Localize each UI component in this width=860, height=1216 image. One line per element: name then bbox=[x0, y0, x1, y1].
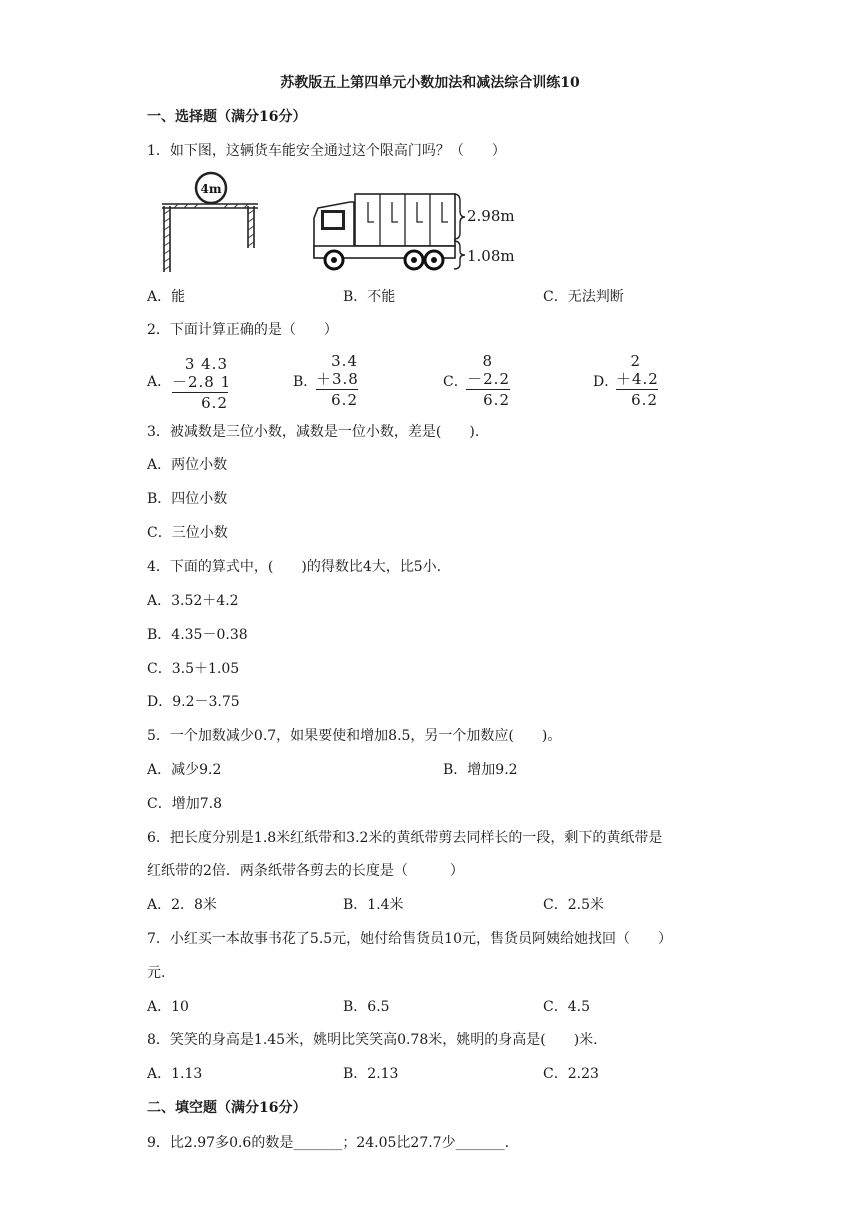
page-title: 苏教版五上第四单元小数加法和减法综合训练10 bbox=[280, 75, 580, 91]
q4-option-c[interactable]: C．3.5＋1.05 bbox=[147, 661, 240, 677]
height-limit-gate-figure bbox=[150, 170, 270, 275]
calc-bottom: ＋4.2 bbox=[616, 370, 659, 388]
q2-option-a-label[interactable]: A． bbox=[147, 374, 172, 390]
q8-option-a[interactable]: A．1.13 bbox=[147, 1066, 203, 1082]
calc-line bbox=[316, 389, 358, 390]
question-7-text-line2: 元. bbox=[147, 965, 166, 981]
q8-option-b[interactable]: B．2.13 bbox=[343, 1066, 399, 1082]
q3-option-a[interactable]: A．两位小数 bbox=[147, 457, 228, 473]
q2-option-d-calc bbox=[616, 352, 658, 409]
q4-option-d[interactable]: D．9.2－3.75 bbox=[147, 694, 240, 710]
gate-height-label: 4m bbox=[200, 182, 222, 196]
calc-result: 6.2 bbox=[631, 391, 658, 409]
q5-option-a[interactable]: A．减少9.2 bbox=[147, 762, 222, 778]
q5-option-c[interactable]: C．增加7.8 bbox=[147, 796, 222, 812]
question-8-text: 8．笑笑的身高是1.45米，姚明比笑笑高0.78米，姚明的身高是( )米. bbox=[147, 1032, 598, 1048]
calc-line bbox=[466, 389, 510, 390]
q4-option-b[interactable]: B．4.35－0.38 bbox=[147, 627, 248, 643]
question-6-text-line1: 6．把长度分别是1.8米红纸带和3.2米的黄纸带剪去同样长的一段，剩下的黄纸带是 bbox=[147, 830, 663, 846]
question-2-text: 2．下面计算正确的是（ ） bbox=[147, 322, 338, 338]
calc-top: 3.4 bbox=[331, 352, 358, 370]
calc-top: 8 bbox=[482, 352, 493, 370]
calc-result: 6.2 bbox=[483, 391, 510, 409]
calc-line bbox=[172, 392, 228, 393]
calc-top: 2 bbox=[630, 352, 641, 370]
q7-option-b[interactable]: B．6.5 bbox=[343, 999, 390, 1015]
q1-option-b[interactable]: B．不能 bbox=[343, 289, 396, 305]
q5-option-b[interactable]: B．增加9.2 bbox=[443, 762, 518, 778]
section-heading-choice: 一、选择题（满分16分） bbox=[147, 109, 307, 125]
q6-option-a[interactable]: A．2．8米 bbox=[147, 897, 217, 913]
q1-option-c[interactable]: C．无法判断 bbox=[543, 289, 624, 305]
calc-bottom: ＋3.8 bbox=[316, 370, 359, 388]
q1-option-a[interactable]: A．能 bbox=[147, 289, 186, 305]
q2-option-a-calc bbox=[172, 355, 232, 412]
q4-option-a[interactable]: A．3.52＋4.2 bbox=[147, 593, 239, 609]
q7-option-a[interactable]: A．10 bbox=[147, 999, 189, 1015]
q2-option-d-label[interactable]: D． bbox=[593, 374, 619, 390]
dimension-braces bbox=[452, 193, 468, 271]
chassis-height-label: 1.08m bbox=[467, 247, 515, 265]
q3-option-b[interactable]: B．四位小数 bbox=[147, 491, 228, 507]
question-9-text: 9．比2.97多0.6的数是_______；24.05比27.7少_______. bbox=[147, 1135, 510, 1151]
question-6-text-line2: 红纸带的2倍．两条纸带各剪去的长度是（ ） bbox=[147, 863, 464, 879]
question-4-text: 4．下面的算式中，( )的得数比4大，比5小. bbox=[147, 559, 442, 575]
calc-result: 6.2 bbox=[201, 394, 228, 412]
question-1-text: 1．如下图，这辆货车能安全通过这个限高门吗？（ ） bbox=[147, 143, 506, 159]
cargo-height-label: 2.98m bbox=[467, 207, 515, 225]
calc-bottom: －2.2 bbox=[467, 370, 510, 388]
q2-option-c-label[interactable]: C． bbox=[443, 374, 468, 390]
calc-line bbox=[616, 389, 658, 390]
q6-option-c[interactable]: C．2.5米 bbox=[543, 897, 604, 913]
section-heading-fill: 二、填空题（满分16分） bbox=[147, 1100, 307, 1116]
calc-result: 6.2 bbox=[331, 391, 358, 409]
question-3-text: 3．被减数是三位小数，减数是一位小数，差是( ). bbox=[147, 424, 480, 440]
question-7-text-line1: 7．小红买一本故事书花了5.5元，她付给售货员10元，售货员阿姨给她找回（ ） bbox=[147, 931, 672, 947]
q2-option-c-calc bbox=[466, 352, 510, 409]
q2-option-b-calc bbox=[316, 352, 358, 409]
q8-option-c[interactable]: C．2.23 bbox=[543, 1066, 599, 1082]
q6-option-b[interactable]: B．1.4米 bbox=[343, 897, 404, 913]
calc-top: 3 4.3 bbox=[184, 355, 228, 373]
question-5-text: 5．一个加数减少0.7，如果要使和增加8.5，另一个加数应( )。 bbox=[147, 728, 562, 744]
truck-figure bbox=[310, 188, 460, 273]
q3-option-c[interactable]: C．三位小数 bbox=[147, 525, 228, 541]
q7-option-c[interactable]: C．4.5 bbox=[543, 999, 590, 1015]
q2-option-b-label[interactable]: B． bbox=[293, 374, 318, 390]
calc-bottom: －2.8 1 bbox=[172, 373, 232, 391]
